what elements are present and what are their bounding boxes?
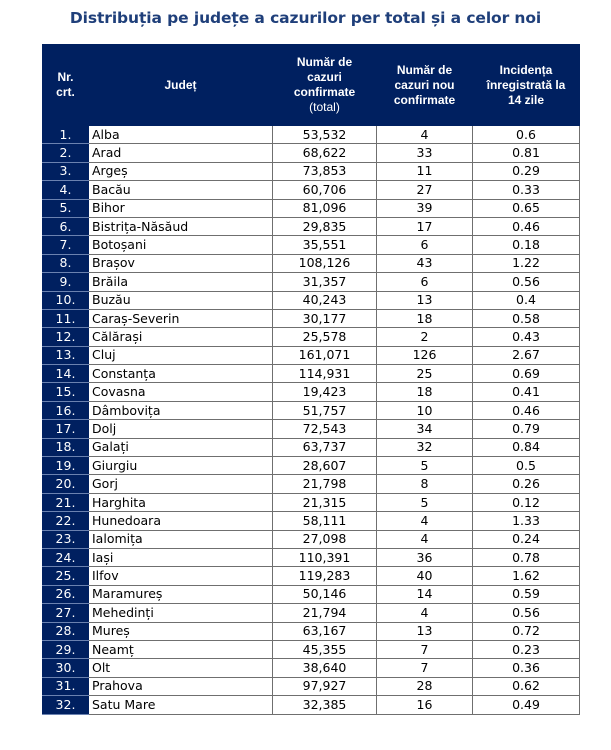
table-row [43, 677, 580, 695]
new-cases-cell: 11 [377, 162, 473, 180]
header-new-line2: cazuri nou [394, 77, 455, 92]
table-row [43, 438, 580, 456]
row-number-cell: 12. [43, 328, 89, 346]
row-number-cell: 32. [43, 696, 89, 714]
table-row [43, 199, 580, 217]
table-row [43, 181, 580, 199]
county-name-cell: Gorj [89, 475, 273, 493]
total-cases-cell: 21,794 [273, 604, 377, 622]
incidence-cell: 0.46 [473, 401, 580, 419]
row-number-cell: 16. [43, 401, 89, 419]
county-name-cell: Bihor [89, 199, 273, 217]
incidence-cell: 1.33 [473, 512, 580, 530]
table-row [43, 475, 580, 493]
total-cases-cell: 110,391 [273, 548, 377, 566]
county-name-cell: Harghita [89, 493, 273, 511]
header-nr-line2: crt. [56, 85, 75, 99]
incidence-cell: 0.69 [473, 365, 580, 383]
incidence-cell: 0.84 [473, 438, 580, 456]
table-row [43, 236, 580, 254]
county-name-cell: Argeș [89, 162, 273, 180]
county-name-cell: Botoșani [89, 236, 273, 254]
county-name-cell: Ilfov [89, 567, 273, 585]
total-cases-cell: 38,640 [273, 659, 377, 677]
new-cases-cell: 28 [377, 677, 473, 695]
row-number-cell: 29. [43, 640, 89, 658]
county-name-cell: Satu Mare [89, 696, 273, 714]
header-new-line3: confirmate [393, 92, 456, 107]
county-name-cell: Mehedinți [89, 604, 273, 622]
total-cases-cell: 72,543 [273, 420, 377, 438]
new-cases-cell: 33 [377, 144, 473, 162]
table-row [43, 567, 580, 585]
county-name-cell: Ialomița [89, 530, 273, 548]
row-number-cell: 28. [43, 622, 89, 640]
new-cases-cell: 25 [377, 365, 473, 383]
total-cases-cell: 58,111 [273, 512, 377, 530]
incidence-cell: 0.29 [473, 162, 580, 180]
header-total-line3: confirmate [293, 85, 356, 99]
total-cases-cell: 114,931 [273, 365, 377, 383]
new-cases-cell: 4 [377, 604, 473, 622]
table-row [43, 309, 580, 327]
header-inc-line3: 14 zile [507, 92, 545, 107]
county-name-cell: Maramureș [89, 585, 273, 603]
county-name-cell: Brăila [89, 273, 273, 291]
county-cases-table [42, 44, 580, 715]
new-cases-cell: 8 [377, 475, 473, 493]
incidence-cell: 0.62 [473, 677, 580, 695]
table-row [43, 365, 580, 383]
new-cases-cell: 126 [377, 346, 473, 364]
row-number-cell: 31. [43, 677, 89, 695]
page-title: Distribuția pe județe a cazurilor per total și a celor noi [69, 9, 542, 27]
row-number-cell: 15. [43, 383, 89, 401]
table-row [43, 512, 580, 530]
table-row [43, 346, 580, 364]
new-cases-cell: 43 [377, 254, 473, 272]
total-cases-cell: 63,167 [273, 622, 377, 640]
table-row [43, 622, 580, 640]
row-number-cell: 23. [43, 530, 89, 548]
table-row [43, 640, 580, 658]
new-cases-cell: 7 [377, 640, 473, 658]
header-total-cases [273, 45, 377, 126]
county-name-cell: Caraș-Severin [89, 309, 273, 327]
incidence-cell: 2.67 [473, 346, 580, 364]
header-new-cases [377, 45, 473, 126]
row-number-cell: 21. [43, 493, 89, 511]
row-number-cell: 9. [43, 273, 89, 291]
table-row [43, 291, 580, 309]
new-cases-cell: 4 [377, 512, 473, 530]
row-number-cell: 10. [43, 291, 89, 309]
incidence-cell: 0.24 [473, 530, 580, 548]
county-name-cell: Hunedoara [89, 512, 273, 530]
county-name-cell: Bistrița-Năsăud [89, 217, 273, 235]
new-cases-cell: 32 [377, 438, 473, 456]
new-cases-cell: 34 [377, 420, 473, 438]
new-cases-cell: 17 [377, 217, 473, 235]
total-cases-cell: 21,315 [273, 493, 377, 511]
county-name-cell: Buzău [89, 291, 273, 309]
row-number-cell: 8. [43, 254, 89, 272]
county-name-cell: Giurgiu [89, 457, 273, 475]
header-inc-line2: înregistrată la [486, 77, 566, 92]
row-number-cell: 1. [43, 126, 89, 144]
incidence-cell: 0.6 [473, 126, 580, 144]
row-number-cell: 2. [43, 144, 89, 162]
table-row [43, 254, 580, 272]
table-row [43, 530, 580, 548]
table-body [43, 126, 580, 715]
incidence-cell: 0.56 [473, 604, 580, 622]
incidence-cell: 0.79 [473, 420, 580, 438]
table-row [43, 457, 580, 475]
county-name-cell: Călărași [89, 328, 273, 346]
table-row [43, 383, 580, 401]
incidence-cell: 0.65 [473, 199, 580, 217]
incidence-cell: 0.59 [473, 585, 580, 603]
total-cases-cell: 28,607 [273, 457, 377, 475]
new-cases-cell: 13 [377, 291, 473, 309]
total-cases-cell: 81,096 [273, 199, 377, 217]
total-cases-cell: 53,532 [273, 126, 377, 144]
row-number-cell: 5. [43, 199, 89, 217]
row-number-cell: 19. [43, 457, 89, 475]
new-cases-cell: 13 [377, 622, 473, 640]
row-number-cell: 30. [43, 659, 89, 677]
header-new-line1: Număr de [396, 62, 453, 77]
table-row [43, 585, 580, 603]
row-number-cell: 17. [43, 420, 89, 438]
row-number-cell: 7. [43, 236, 89, 254]
incidence-cell: 0.78 [473, 548, 580, 566]
incidence-cell: 0.5 [473, 457, 580, 475]
total-cases-cell: 161,071 [273, 346, 377, 364]
table-row [43, 144, 580, 162]
header-total-line1: Număr de [296, 55, 353, 69]
new-cases-cell: 6 [377, 236, 473, 254]
row-number-cell: 24. [43, 548, 89, 566]
header-judet-label: Județ [164, 77, 197, 92]
incidence-cell: 0.58 [473, 309, 580, 327]
row-number-cell: 26. [43, 585, 89, 603]
header-total-line2: cazuri [307, 70, 342, 84]
new-cases-cell: 5 [377, 493, 473, 511]
incidence-cell: 0.43 [473, 328, 580, 346]
new-cases-cell: 36 [377, 548, 473, 566]
new-cases-cell: 16 [377, 696, 473, 714]
table-row [43, 659, 580, 677]
incidence-cell: 1.62 [473, 567, 580, 585]
total-cases-cell: 31,357 [273, 273, 377, 291]
table-row [43, 493, 580, 511]
row-number-cell: 11. [43, 309, 89, 327]
header-total-sub: (total) [309, 100, 340, 114]
row-number-cell: 25. [43, 567, 89, 585]
incidence-cell: 0.49 [473, 696, 580, 714]
total-cases-cell: 68,622 [273, 144, 377, 162]
header-incidence [473, 45, 580, 126]
total-cases-cell: 29,835 [273, 217, 377, 235]
total-cases-cell: 19,423 [273, 383, 377, 401]
county-name-cell: Arad [89, 144, 273, 162]
table-row [43, 217, 580, 235]
row-number-cell: 3. [43, 162, 89, 180]
county-name-cell: Iași [89, 548, 273, 566]
total-cases-cell: 97,927 [273, 677, 377, 695]
total-cases-cell: 21,798 [273, 475, 377, 493]
total-cases-cell: 50,146 [273, 585, 377, 603]
header-nr [43, 45, 89, 126]
total-cases-cell: 51,757 [273, 401, 377, 419]
header-inc-line1: Incidența [499, 62, 553, 77]
incidence-cell: 0.4 [473, 291, 580, 309]
incidence-cell: 0.12 [473, 493, 580, 511]
table-row [43, 328, 580, 346]
new-cases-cell: 2 [377, 328, 473, 346]
table-header-row [43, 45, 580, 126]
header-nr-line1: Nr. [57, 70, 74, 84]
total-cases-cell: 119,283 [273, 567, 377, 585]
incidence-cell: 0.33 [473, 181, 580, 199]
county-name-cell: Brașov [89, 254, 273, 272]
incidence-cell: 0.72 [473, 622, 580, 640]
table-row [43, 273, 580, 291]
county-name-cell: Dâmbovița [89, 401, 273, 419]
county-name-cell: Dolj [89, 420, 273, 438]
total-cases-cell: 73,853 [273, 162, 377, 180]
total-cases-cell: 30,177 [273, 309, 377, 327]
county-name-cell: Bacău [89, 181, 273, 199]
incidence-cell: 1.22 [473, 254, 580, 272]
new-cases-cell: 40 [377, 567, 473, 585]
new-cases-cell: 18 [377, 309, 473, 327]
county-name-cell: Mureș [89, 622, 273, 640]
incidence-cell: 0.26 [473, 475, 580, 493]
row-number-cell: 14. [43, 365, 89, 383]
county-name-cell: Neamț [89, 640, 273, 658]
total-cases-cell: 32,385 [273, 696, 377, 714]
incidence-cell: 0.41 [473, 383, 580, 401]
row-number-cell: 6. [43, 217, 89, 235]
total-cases-cell: 35,551 [273, 236, 377, 254]
incidence-cell: 0.18 [473, 236, 580, 254]
total-cases-cell: 63,737 [273, 438, 377, 456]
new-cases-cell: 10 [377, 401, 473, 419]
incidence-cell: 0.36 [473, 659, 580, 677]
row-number-cell: 20. [43, 475, 89, 493]
total-cases-cell: 45,355 [273, 640, 377, 658]
table-row [43, 420, 580, 438]
county-name-cell: Constanța [89, 365, 273, 383]
county-name-cell: Covasna [89, 383, 273, 401]
county-name-cell: Alba [89, 126, 273, 144]
row-number-cell: 13. [43, 346, 89, 364]
incidence-cell: 0.56 [473, 273, 580, 291]
row-number-cell: 18. [43, 438, 89, 456]
row-number-cell: 4. [43, 181, 89, 199]
county-name-cell: Olt [89, 659, 273, 677]
total-cases-cell: 25,578 [273, 328, 377, 346]
total-cases-cell: 108,126 [273, 254, 377, 272]
new-cases-cell: 14 [377, 585, 473, 603]
total-cases-cell: 27,098 [273, 530, 377, 548]
table-row [43, 604, 580, 622]
new-cases-cell: 18 [377, 383, 473, 401]
incidence-cell: 0.81 [473, 144, 580, 162]
new-cases-cell: 39 [377, 199, 473, 217]
table-row [43, 126, 580, 144]
new-cases-cell: 27 [377, 181, 473, 199]
new-cases-cell: 4 [377, 126, 473, 144]
total-cases-cell: 60,706 [273, 181, 377, 199]
incidence-cell: 0.23 [473, 640, 580, 658]
new-cases-cell: 6 [377, 273, 473, 291]
header-judet [89, 45, 273, 126]
table-row [43, 162, 580, 180]
row-number-cell: 27. [43, 604, 89, 622]
incidence-cell: 0.46 [473, 217, 580, 235]
county-name-cell: Cluj [89, 346, 273, 364]
county-name-cell: Prahova [89, 677, 273, 695]
new-cases-cell: 7 [377, 659, 473, 677]
new-cases-cell: 4 [377, 530, 473, 548]
total-cases-cell: 40,243 [273, 291, 377, 309]
table-row [43, 696, 580, 714]
table-row [43, 401, 580, 419]
row-number-cell: 22. [43, 512, 89, 530]
new-cases-cell: 5 [377, 457, 473, 475]
county-name-cell: Galați [89, 438, 273, 456]
table-row [43, 548, 580, 566]
